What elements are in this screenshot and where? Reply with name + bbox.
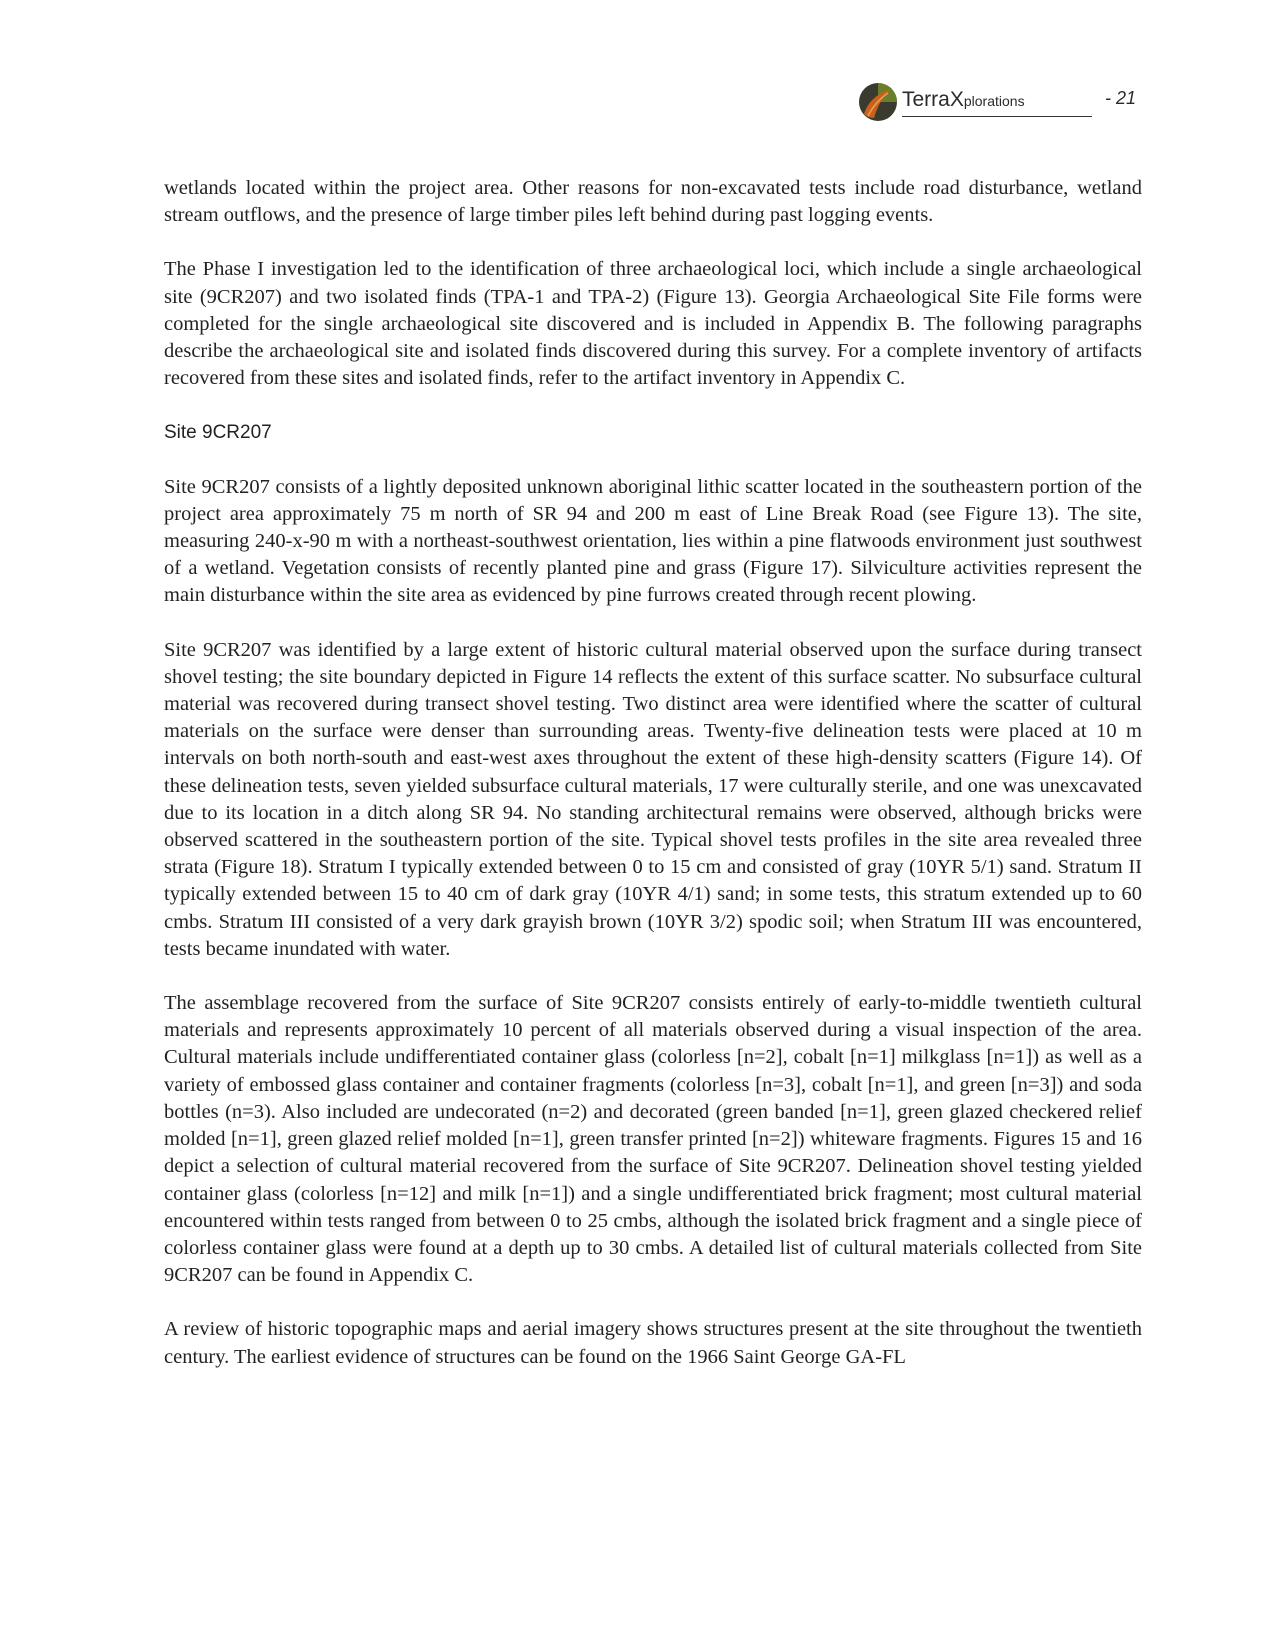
body-paragraph: Site 9CR207 was identified by a large extent of historic cultural material observed upon the surface during transect shovel testing; the site boundary depicted in Figure 14 reflects the extent of this surface scatter. No subsurface cultural material was recovered during transect shovel testing. Two distinct area were identified where the scatter of cultural materials on the surface were denser than surrounding areas. Twenty-five delineation tests were placed at 10 m intervals on both north-south and east-west axes throughout the extent of these high-density scatters (Figure 14). Of these delineation tests, seven yielded subsurface cultural materials, 17 were culturally sterile, and one was unexcavated due to its location in a ditch along SR 94. No standing architectural remains were observed, although bricks were observed scattered in the southeastern portion of the site. Typical shovel tests profiles in the site area revealed three strata (Figure 18). Stratum I typically extended between 0 to 15 cm and consisted of gray (10YR 5/1) sand. Stratum II typically extended between 15 to 40 cm of dark gray (10YR 4/1) sand; in some tests, this stratum extended up to 60 cmbs. Stratum III consisted of a very dark grayish brown (10YR 3/2) spodic soil; when Stratum III was encountered, tests became inundated with water. (164, 638, 1142, 960)
logo-wordmark (902, 88, 1025, 112)
section-heading: Site 9CR207 (164, 422, 272, 444)
body-paragraph: wetlands located within the project area. Other reasons for non-excavated tests include road disturbance, wetland stream outflows, and the presence of large timber piles left behind during past logging events. (164, 177, 1142, 227)
document-body (164, 175, 1142, 1398)
header-rule (902, 116, 1092, 117)
body-paragraph: The assemblage recovered from the surface of Site 9CR207 consists entirely of early-to-middle twentieth cultural materials and represents approximately 10 percent of all materials observed during a visual inspection of the area. Cultural materials include undifferentiated container glass (colorless [n=2], cobalt [n=1] milkglass [n=1]) as well as a variety of embossed glass container and container fragments (colorless [n=3], cobalt [n=1], and green [n=3]) and soda bottles (n=3). Also included are undecorated (n=2) and decorated (green banded [n=1], green glazed checkered relief molded [n=1], green glazed relief molded [n=1], green transfer printed [n=2]) whiteware fragments. Figures 15 and 16 depict a selection of cultural material recovered from the surface of Site 9CR207. Delineation shovel testing yielded container glass (colorless [n=12] and milk [n=1]) and a single undifferentiated brick fragment; most cultural material encountered within tests ranged from between 0 to 25 cmbs, although the isolated brick fragment and a single piece of colorless container glass were found at a depth up to 30 cmbs. A detailed list of cultural materials collected from Site 9CR207 can be found in Appendix C. (164, 992, 1142, 1287)
terraxplorations-logo-icon (858, 82, 898, 122)
page-number: - 21 (1105, 88, 1137, 108)
body-paragraph: The Phase I investigation led to the identification of three archaeological loci, which include a single archaeological site (9CR207) and two isolated finds (TPA-1 and TPA-2) (Figure 13). Georgia Archaeological Site File forms were completed for the single archaeological site discovered and is included in Appendix B. The following paragraphs describe the archaeological site and isolated finds discovered during this survey. For a complete inventory of artifacts recovered from these sites and isolated finds, refer to the artifact inventory in Appendix C. (164, 258, 1142, 390)
page-header (858, 78, 1148, 122)
body-paragraph: A review of historic topographic maps and aerial imagery shows structures present at the site throughout the twentieth century. The earliest evidence of structures can be found on the 1966 Saint George GA-FL (164, 1318, 1142, 1368)
logo-wordmark-sub: plorations (963, 93, 1025, 109)
body-paragraph: Site 9CR207 consists of a lightly deposited unknown aboriginal lithic scatter located in the southeastern portion of the project area approximately 75 m north of SR 94 and 200 m east of Line Break Road (see Figure 13). The site, measuring 240-x-90 m with a northeast-southwest orientation, lies within a pine flatwoods environment just southwest of a wetland. Vegetation consists of recently planted pine and grass (Figure 17). Silviculture activities represent the main disturbance within the site area as evidenced by pine furrows created through recent plowing. (164, 475, 1142, 607)
logo-wordmark-main: TerraX (902, 88, 964, 111)
